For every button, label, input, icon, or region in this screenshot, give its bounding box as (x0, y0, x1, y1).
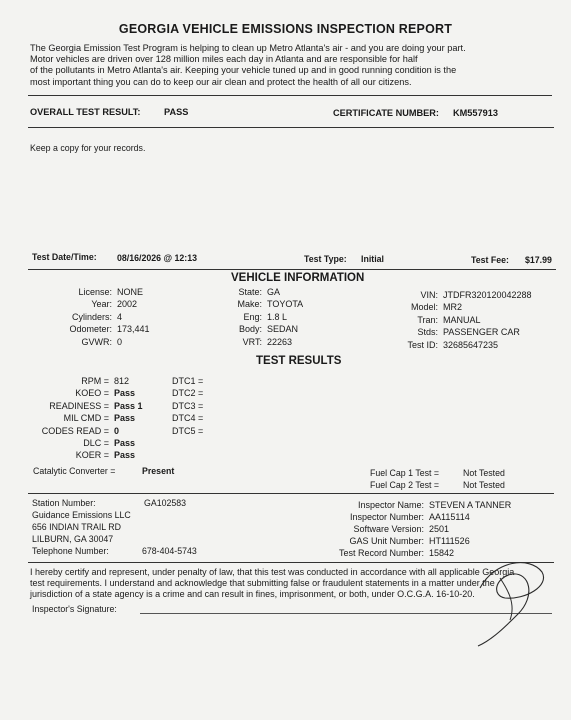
fuel-cap-2-value: Not Tested (463, 480, 505, 490)
field-model: Model: MR2 (410, 302, 463, 313)
result-rpm: RPM = 812 (81, 376, 130, 386)
signature-label: Inspector's Signature: (32, 604, 117, 614)
test-record-number-value: 15842 (429, 548, 455, 558)
model-value: MR2 (443, 302, 463, 313)
test-results-left (30, 375, 143, 462)
inspector-name-value: STEVEN A TANNER (429, 500, 512, 510)
certification-statement (30, 567, 545, 600)
keep-copy-note: Keep a copy for your records. (30, 143, 146, 153)
field-license: License: NONE (78, 287, 144, 297)
field-vrt: VRT: 22263 (242, 336, 293, 347)
dlc-value: Pass (114, 438, 136, 449)
certification-line: I hereby certify and represent, under penalty of law, that this test was conducted in accordance with all applicable Georgia (30, 567, 515, 577)
result-readiness: READINESS = Pass 1 (49, 400, 143, 411)
software-version-value: 2501 (429, 524, 450, 534)
body-value: SEDAN (267, 324, 299, 335)
inspector-signature (470, 548, 550, 648)
intro-line: The Georgia Emission Test Program is helping to clean up Metro Atlanta's air - and you are doing your part. (30, 43, 466, 53)
gas-unit-number-value: HT111526 (429, 536, 470, 546)
inspector-number-row: Inspector Number: AA115114 (349, 512, 470, 522)
license-value: NONE (117, 287, 144, 297)
transmission-value: MANUAL (443, 314, 481, 325)
readiness-value: Pass 1 (114, 400, 143, 411)
field-vin: VIN: JTDFR320120042288 (420, 290, 532, 300)
year-value: 2002 (117, 299, 138, 310)
fuel-cap-1-label: Fuel Cap 1 Test = (370, 468, 440, 478)
cylinders-value: 4 (117, 311, 123, 322)
dtc-label: DTC4 = (172, 413, 204, 424)
field-cylinders: Cylinders: 4 (71, 311, 123, 322)
gvwr-value: 0 (117, 336, 123, 347)
catalytic-converter-label: Catalytic Converter = (33, 466, 116, 476)
make-value: TOYOTA (267, 299, 304, 310)
vehicle-info-col1 (40, 286, 150, 348)
test-type-value: Initial (361, 254, 384, 264)
result-dlc: DLC = Pass (83, 438, 136, 449)
field-body: Body: SEDAN (238, 324, 299, 335)
station-address-line2: LILBURN, GA 30047 (32, 534, 114, 544)
station-phone-value: 678-404-5743 (142, 546, 197, 556)
test-results-heading: TEST RESULTS (256, 355, 342, 367)
intro-line: most important thing you can do to keep our air clean and protect the health of all our citizens. (30, 76, 412, 87)
certificate-number-value: KM557913 (453, 108, 498, 118)
state-value: GA (267, 287, 281, 297)
gas-unit-number-row: GAS Unit Number: HT111526 (349, 536, 470, 546)
station-number-value: GA102583 (144, 498, 187, 508)
field-transmission: Tran: MANUAL (417, 314, 481, 325)
divider (28, 95, 552, 96)
fuel-cap-1-value: Not Tested (463, 468, 505, 478)
rpm-value: 812 (114, 376, 130, 386)
koer-value: Pass (114, 450, 136, 461)
dtc-label: DTC2 = (172, 388, 204, 399)
certification-line: jurisdiction of a state agency is a crime and can result in fines, imprisonment, or both, under O.C.G.A. 16-10-20. (30, 589, 475, 599)
certification-line: test requirements. I understand and acknowledge that submitting false or fraudulent statements in a matter under the (30, 578, 495, 588)
koeo-value: Pass (114, 388, 136, 399)
codes-read-value: 0 (114, 425, 120, 436)
divider (28, 127, 554, 128)
vehicle-info-col3 (380, 289, 532, 351)
station-name: Guidance Emissions LLC (32, 510, 131, 520)
station-address-line1: 656 INDIAN TRAIL RD (32, 522, 121, 532)
test-date-label: Test Date/Time: (32, 252, 97, 262)
certificate-number-label: CERTIFICATE NUMBER: (333, 108, 439, 118)
field-test-id: Test ID: 32685647235 (407, 339, 499, 350)
field-year: Year: 2002 (91, 299, 138, 310)
standards-value: PASSENGER CAR (443, 327, 520, 338)
field-make: Make: TOYOTA (237, 299, 304, 310)
intro-line: of the pollutants in Metro Atlanta's air. Keeping your vehicle tuned up and in good running condition is the (30, 65, 457, 76)
test-date-value: 08/16/2026 @ 12:13 (117, 253, 197, 263)
result-mil-cmd: MIL CMD = Pass (63, 413, 136, 424)
dtc-list (172, 375, 203, 437)
vrt-value: 22263 (267, 336, 293, 347)
inspector-number-value: AA115114 (429, 512, 470, 522)
overall-result-value: PASS (164, 107, 189, 117)
field-gvwr: GVWR: 0 (81, 336, 123, 347)
fuel-cap-2-label: Fuel Cap 2 Test = (370, 480, 440, 490)
dtc-label: DTC1 = (172, 376, 204, 386)
inspector-name-row: Inspector Name: STEVEN A TANNER (357, 500, 512, 510)
dtc-label: DTC3 = (172, 400, 204, 411)
engine-value: 1.8 L (267, 311, 288, 322)
result-codes-read: CODES READ = 0 (41, 425, 120, 436)
dtc-label: DTC5 = (172, 425, 204, 436)
catalytic-converter-value: Present (142, 466, 175, 476)
test-id-value: 32685647235 (443, 339, 499, 350)
test-fee-value: $17.99 (525, 255, 552, 265)
divider (28, 269, 556, 270)
intro-line: Motor vehicles are driven over 128 million miles each day in Atlanta and are responsible for half (30, 54, 418, 65)
field-state: State: GA (238, 287, 281, 297)
overall-result-label: OVERALL TEST RESULT: (30, 107, 141, 117)
intro-paragraph (30, 43, 550, 88)
divider (28, 493, 554, 494)
field-engine: Eng: 1.8 L (243, 311, 288, 322)
mil-cmd-value: Pass (114, 413, 136, 424)
test-fee-label: Test Fee: (471, 255, 509, 265)
test-type-label: Test Type: (304, 254, 347, 264)
vehicle-info-col2 (200, 286, 303, 348)
station-phone-label: Telephone Number: (32, 546, 109, 556)
test-record-number-row: Test Record Number: 15842 (338, 548, 455, 558)
odometer-value: 173,441 (117, 324, 150, 335)
vehicle-info-heading: VEHICLE INFORMATION (231, 272, 365, 284)
result-koeo: KOEO = Pass (75, 388, 136, 399)
report-title: GEORGIA VEHICLE EMISSIONS INSPECTION REPORT (118, 22, 453, 36)
software-version-row: Software Version: 2501 (353, 524, 450, 534)
vin-value: JTDFR320120042288 (443, 290, 532, 300)
result-koer: KOER = Pass (75, 450, 136, 461)
field-odometer: Odometer: 173,441 (69, 324, 150, 335)
field-standards: Stds: PASSENGER CAR (417, 327, 520, 338)
station-number-label: Station Number: (32, 498, 96, 508)
